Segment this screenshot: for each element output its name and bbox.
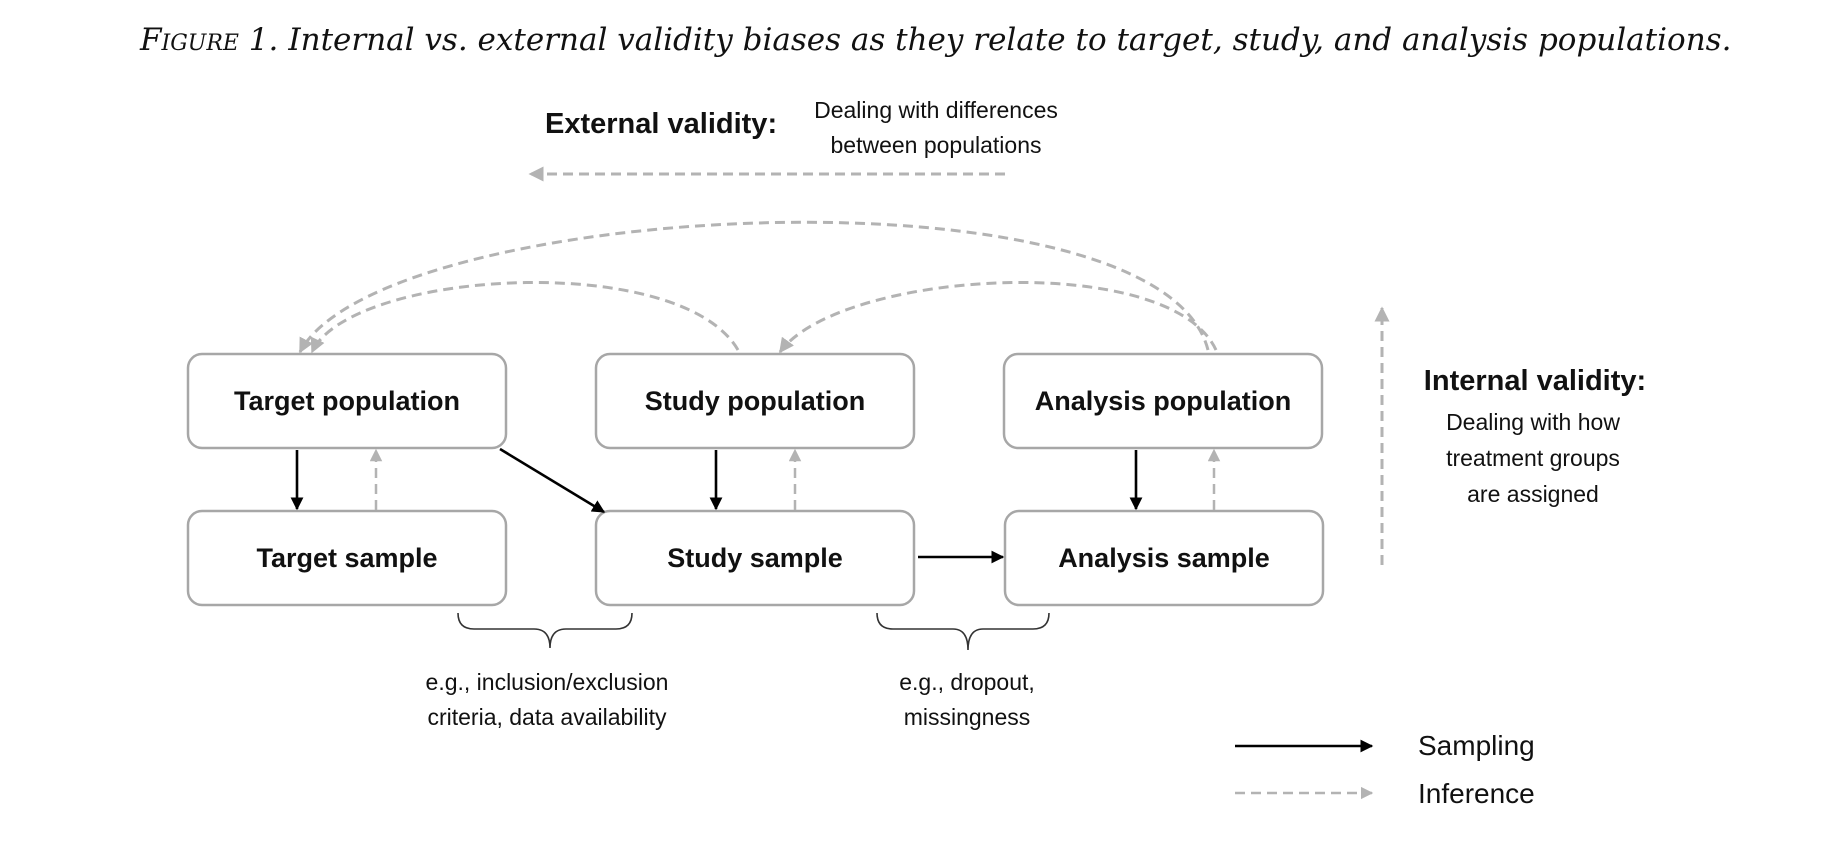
legend [1235, 730, 1535, 809]
external-validity-label [545, 97, 1058, 158]
analysis-to-study-inference-arrow [780, 283, 1216, 352]
internal-validity-heading: Internal validity: [1423, 365, 1647, 397]
legend-sampling-label: Sampling [1418, 730, 1535, 761]
analysis-population-label: Analysis population [1034, 386, 1292, 416]
study-population-box [596, 354, 914, 448]
target-population-label: Target population [234, 386, 460, 416]
internal-validity-description-line1: Dealing with how [1446, 409, 1620, 435]
figure-caption-label: Figure 1. [140, 22, 279, 58]
dropout-annotation-line2: missingness [903, 704, 1031, 730]
target-to-study-sampling-arrow [500, 449, 604, 512]
figure-caption-text: Internal vs. external validity biases as they relate to target, study, and analysis populations. [288, 22, 1732, 58]
internal-validity-description-line2: treatment groups [1446, 445, 1620, 471]
inclusion-criteria-brace [458, 613, 632, 648]
internal-validity-label [1424, 365, 1646, 507]
internal-validity-description-line3: are assigned [1467, 481, 1599, 507]
inclusion-annotation-line2: criteria, data availability [427, 704, 667, 730]
dropout-annotation-line1: e.g., dropout, [899, 669, 1035, 695]
dropout-brace [877, 613, 1049, 650]
inclusion-annotation-line1: e.g., inclusion/exclusion [425, 669, 669, 695]
external-validity-description-line2: between populations [830, 132, 1042, 158]
external-validity-heading: External validity: [545, 108, 778, 140]
study-sample-label: Study sample [667, 543, 843, 573]
study-sample-box [596, 511, 914, 605]
target-population-box [188, 354, 506, 448]
study-population-label: Study population [644, 386, 866, 416]
analysis-sample-box [1005, 511, 1323, 605]
target-sample-label: Target sample [256, 543, 438, 573]
analysis-to-target-inference-arrow [300, 222, 1208, 352]
external-validity-description-line1: Dealing with differences [814, 97, 1058, 123]
target-sample-box [188, 511, 506, 605]
analysis-sample-label: Analysis sample [1058, 543, 1270, 573]
legend-inference-label: Inference [1418, 778, 1535, 809]
analysis-population-box [1004, 354, 1322, 448]
